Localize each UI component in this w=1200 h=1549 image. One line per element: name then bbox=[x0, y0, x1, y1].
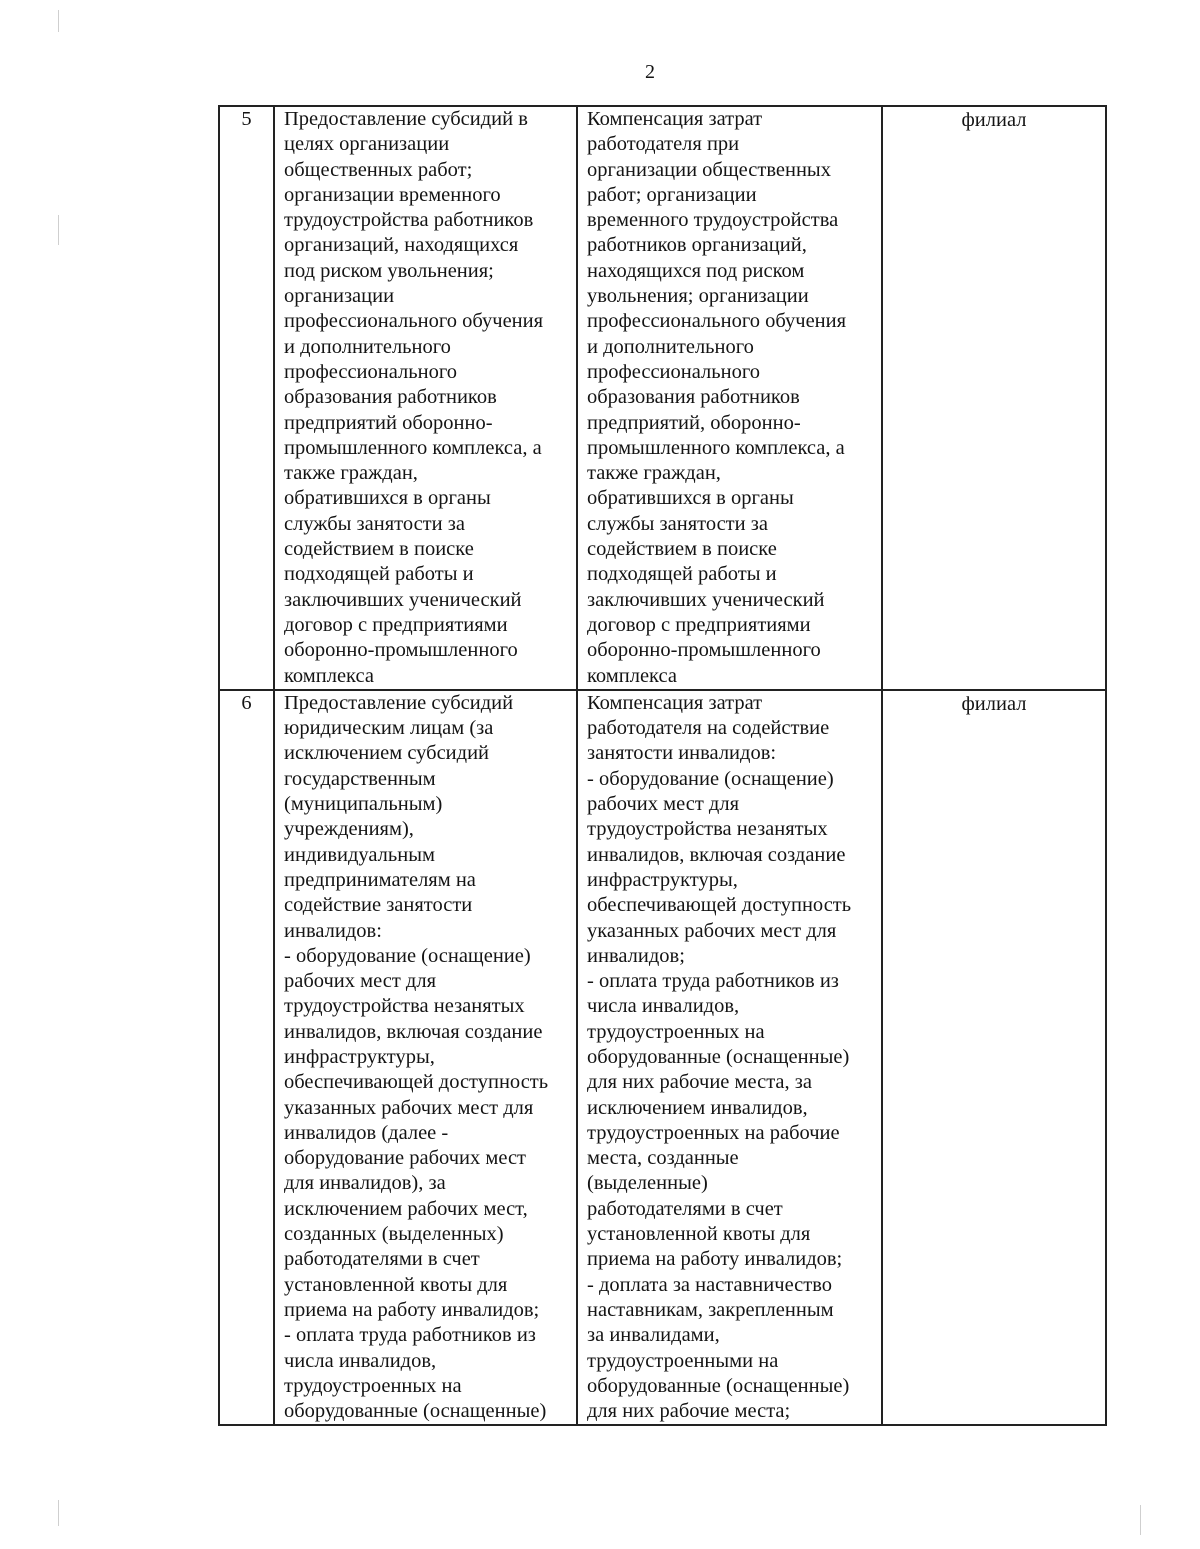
measure-name-cell: Предоставление субсидий юридическим лицам (за исключением субсидий государственным (муниципальным) учреждениям), индивидуальным предпринимателям на содействие занятости инвалидов: - оборудование (оснащение) рабочих мест для трудоустройства незанятых инвалидов, включая создание инфраструктуры, обеспечивающей доступность указанных рабочих мест для инвалидов (далее - оборудование рабочих мест для инвалидов), за исключением рабочих мест, созданных (выделенных) работодателями в счет установленной квоты для приема на работу инвалидов; - оплата труда работников из числа инвалидов, трудоустроенных на оборудованные (оснащенные) bbox=[274, 690, 577, 1426]
measure-description-cell: Компенсация затрат работодателя при организации общественных работ; организации временного трудоустройства работников организаций, находящихся под риском увольнения; организации профессионального обучения и дополнительного профессионального образования работников предприятий, оборонно- промышленного комплекса, а также граждан, обратившихся в органы службы занятости за содействием в поиске подходящей работы и заключивших ученический договор с предприятиями оборонно-промышленного комплекса bbox=[577, 106, 882, 690]
scan-edge-mark bbox=[1140, 1505, 1141, 1535]
subsidies-table bbox=[218, 105, 1107, 1426]
executor-cell: филиал bbox=[882, 690, 1106, 1426]
row-number: 6 bbox=[219, 690, 274, 1426]
table-row bbox=[219, 106, 1106, 690]
row-number: 5 bbox=[219, 106, 274, 690]
executor-cell: филиал bbox=[882, 106, 1106, 690]
page-number: 2 bbox=[645, 61, 655, 83]
table-row bbox=[219, 690, 1106, 1426]
scan-edge-mark bbox=[58, 10, 59, 32]
measure-description-cell: Компенсация затрат работодателя на содействие занятости инвалидов: - оборудование (оснащение) рабочих мест для трудоустройства незанятых инвалидов, включая создание инфраструктуры, обеспечивающей доступность указанных рабочих мест для инвалидов; - оплата труда работников из числа инвалидов, трудоустроенных на оборудованные (оснащенные) для них рабочие места, за исключением инвалидов, трудоустроенных на рабочие места, созданные (выделенные) работодателями в счет установленной квоты для приема на работу инвалидов; - доплата за наставничество наставникам, закрепленным за инвалидами, трудоустроенными на оборудованные (оснащенные) для них рабочие места; bbox=[577, 690, 882, 1426]
measure-name-cell: Предоставление субсидий в целях организации общественных работ; организации временного трудоустройства работников организаций, находящихся под риском увольнения; организации профессионального обучения и дополнительного профессионального образования работников предприятий оборонно- промышленного комплекса, а также граждан, обратившихся в органы службы занятости за содействием в поиске подходящей работы и заключивших ученический договор с предприятиями оборонно-промышленного комплекса bbox=[274, 106, 577, 690]
scan-edge-mark bbox=[58, 215, 59, 245]
scan-edge-mark bbox=[58, 1500, 59, 1526]
